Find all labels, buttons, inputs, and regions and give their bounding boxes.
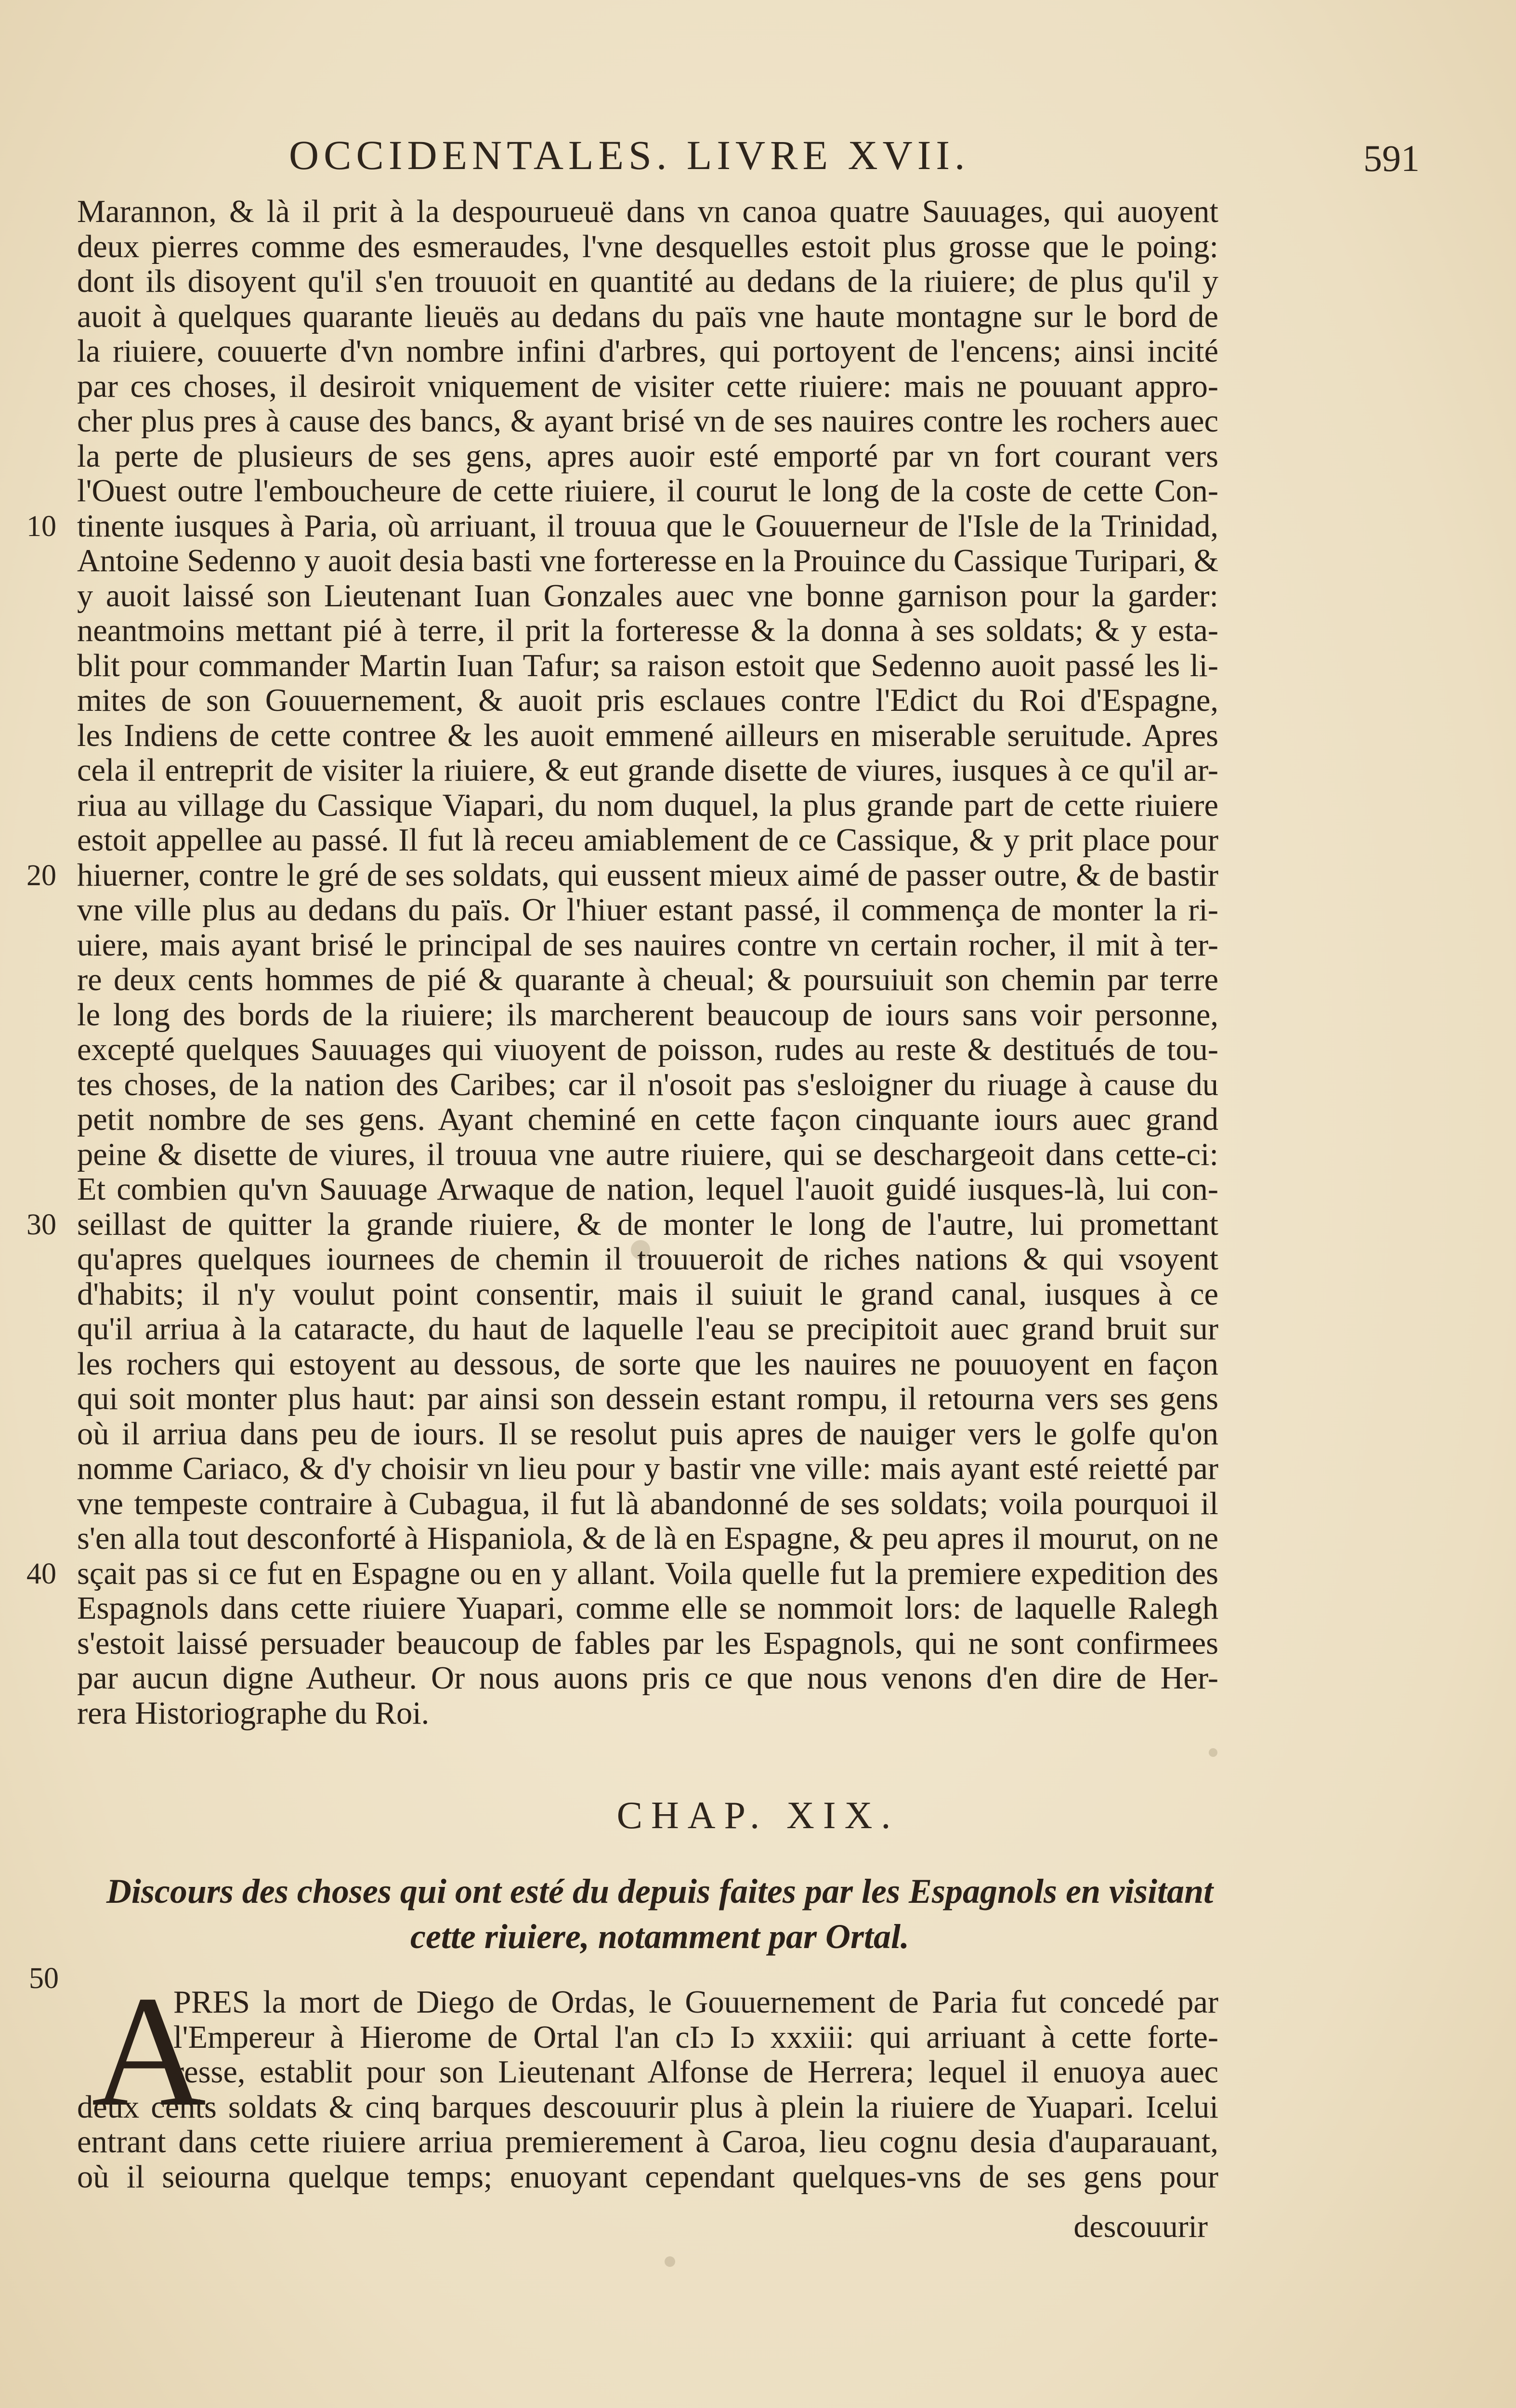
text-line-content: tes choses, de la nation des Caribes; car il n'osoit pas s'esloigner du riuage à cause du	[77, 1067, 1218, 1102]
text-line-content: re deux cents hommes de pié & quarante à cheual; & poursuiuit son chemin par terre	[77, 962, 1218, 997]
text-line-content: les Indiens de cette contree & les auoit emmené ailleurs en miserable seruitude. Apres	[77, 718, 1218, 753]
text-line	[77, 579, 1218, 614]
chapter-text-line	[77, 2160, 1218, 2195]
text-line-content: blit pour commander Martin Iuan Tafur; sa raison estoit que Sedenno auoit passé les li-	[77, 648, 1218, 683]
chapter-text-line-content: où il seiourna quelque temps; enuoyant cependant quelques-vns de ses gens pour	[77, 2159, 1218, 2195]
text-line	[77, 1591, 1218, 1626]
text-line-content: qui soit monter plus haut: par ainsi son dessein estant rompu, il retourna vers ses gens	[77, 1381, 1218, 1416]
text-line	[77, 1487, 1218, 1522]
text-line-content: y auoit laissé son Lieutenant Iuan Gonzales auec vne bonne garnison pour la garder:	[77, 578, 1218, 614]
main-text-block	[26, 194, 1218, 1731]
text-line-content: neantmoins mettant pié à terre, il prit la forteresse & la donna à ses soldats; & y esta-	[77, 613, 1218, 648]
text-line-content: riua au village du Cassique Viapari, du nom duquel, la plus grande part de cette riuiere	[77, 787, 1218, 823]
text-line	[77, 544, 1218, 579]
text-line-content: petit nombre de ses gens. Ayant cheminé en cette façon cinquante iours auec grand	[77, 1102, 1218, 1137]
text-line-content: seillast de quitter la grande riuiere, & de monter le long de l'autre, lui promettant	[77, 1206, 1218, 1242]
chapter-text-line	[77, 2090, 1218, 2125]
text-line	[26, 857, 1218, 893]
text-line	[77, 1452, 1218, 1487]
text-line-content: dont ils disoyent qu'il s'en trouuoit en quantité au dedans de la riuiere; de plus qu'il y	[77, 264, 1218, 299]
chapter-text-line-content: l'Empereur à Hierome de Ortal l'an cIɔ Iɔ xxxiii: qui arriuant à cette forte-	[173, 2019, 1218, 2055]
chapter-subtitle-line: cette riuiere, notamment par Ortal.	[410, 1917, 909, 1956]
chapter-text-block	[77, 1985, 1218, 2195]
text-line	[77, 369, 1218, 405]
text-line	[77, 230, 1218, 265]
drop-cap-letter: A	[91, 1963, 207, 2139]
margin-line-number: 40	[26, 1557, 56, 1590]
text-line-content: la riuiere, couuerte d'vn nombre infini d'arbres, qui portoyent de l'encens; ainsi incité	[77, 334, 1218, 369]
text-line-content: Espagnols dans cette riuiere Yuapari, comme elle se nommoit lors: de laquelle Ralegh	[77, 1591, 1218, 1626]
text-line-content: s'estoit laissé persuader beaucoup de fables par les Espagnols, qui ne sont confirmees	[77, 1625, 1218, 1661]
text-line	[77, 1138, 1218, 1173]
catchword: descouurir	[1073, 2209, 1208, 2244]
chapter-text-line	[77, 2020, 1218, 2055]
text-line-content: s'en alla tout desconforté à Hispaniola, & de là en Espagne, & peu apres il mourut, on ne	[77, 1521, 1218, 1556]
text-line	[77, 614, 1218, 649]
margin-line-number: 20	[26, 859, 56, 892]
chapter-text-line	[77, 2055, 1218, 2090]
text-line	[77, 1661, 1218, 1696]
text-line-content: Marannon, & là il prit à la despourueuë dans vn canoa quatre Sauuages, qui auoyent	[77, 194, 1218, 229]
text-line-content: sçait pas si ce fut en Espagne ou en y allant. Voila quelle fut la premiere expedition des	[77, 1556, 1218, 1591]
text-line	[77, 1626, 1218, 1662]
text-line-content: mites de son Gouuernement, & auoit pris esclaues contre l'Edict du Roi d'Espagne,	[77, 683, 1218, 718]
text-line	[77, 195, 1218, 230]
text-line	[77, 683, 1218, 719]
chapter-subtitle	[106, 1869, 1214, 1959]
text-line-content: uiere, mais ayant brisé le principal de ses nauires contre vn certain rocher, il mit à ter-	[77, 927, 1218, 963]
text-line	[77, 1417, 1218, 1452]
text-line-content: estoit appellee au passé. Il fut là receu amiablement de ce Cassique, & y prit place pour	[77, 823, 1218, 858]
text-line	[77, 893, 1218, 928]
chapter-subtitle-line: Discours des choses qui ont esté du depuis faites par les Espagnols en visitant	[106, 1872, 1214, 1911]
text-line	[77, 823, 1218, 858]
text-line-content: tinente iusques à Paria, où arriuant, il trouua que le Gouuerneur de l'Isle de la Trinidad,	[77, 508, 1218, 544]
text-line	[77, 1242, 1218, 1277]
text-line-content: excepté quelques Sauuages qui viuoyent de poisson, rudes au reste & destitués de tou-	[77, 1032, 1218, 1067]
text-line-content: hiuerner, contre le gré de ses soldats, qui eussent mieux aimé de passer outre, & de bastir	[77, 857, 1218, 893]
chapter-text-line	[77, 2125, 1218, 2160]
chapter-heading: CHAP. XIX.	[616, 1794, 900, 1837]
text-line	[77, 439, 1218, 474]
chapter-text-line-content: deux cents soldats & cinq barques descouurir plus à plein la riuiere de Yuapari. Icelui	[77, 2089, 1218, 2125]
text-line-content: nomme Cariaco, & d'y choisir vn lieu pour y bastir vne ville: mais ayant esté reietté par	[77, 1451, 1218, 1486]
running-title: OCCIDENTALES. LIVRE XVII.	[289, 132, 970, 178]
chapter-text-line-content: PRES la mort de Diego de Ordas, le Gouuernement de Paria fut concedé par	[173, 1985, 1218, 2020]
text-line-content: la perte de plusieurs de ses gens, apres auoir esté emporté par vn fort courant vers	[77, 438, 1218, 474]
text-line-content: par ces choses, il desiroit vniquement de visiter cette riuiere: mais ne pouuant appro-	[77, 368, 1218, 404]
chapter-text-line-content: resse, establit pour son Lieutenant Alfonse de Herrera; lequel il enuoya auec	[173, 2055, 1218, 2090]
text-line	[77, 928, 1218, 963]
text-line	[77, 300, 1218, 335]
text-line	[26, 1206, 1218, 1243]
text-line	[77, 753, 1218, 788]
text-line	[77, 1312, 1218, 1347]
running-header	[289, 131, 1420, 189]
text-line-content: le long des bords de la riuiere; ils marcherent beaucoup de iours sans voir personne,	[77, 997, 1218, 1033]
text-line-content: les rochers qui estoyent au dessous, de sorte que les nauires ne pouuoyent en façon	[77, 1346, 1218, 1382]
text-line-content: qu'apres quelques iournees de chemin il trouueroit de riches nations & qui vsoyent	[77, 1242, 1218, 1277]
text-line	[77, 1277, 1218, 1312]
text-line-content: par aucun digne Autheur. Or nous auons pris ce que nous venons d'en dire de Her-	[77, 1661, 1218, 1696]
text-line	[77, 998, 1218, 1033]
chapter-text-line-content: entrant dans cette riuiere arriua premierement à Caroa, lieu cognu desia d'auparauant,	[77, 2124, 1218, 2159]
text-line	[77, 719, 1218, 754]
text-line-content: deux pierres comme des esmeraudes, l'vne desquelles estoit plus grosse que le poing:	[77, 229, 1218, 264]
text-line-content: Et combien qu'vn Sauuage Arwaque de nation, lequel l'auoit guidé iusques-là, lui con-	[77, 1172, 1218, 1207]
text-line	[77, 334, 1218, 369]
text-line	[77, 963, 1218, 998]
text-line-content: peine & disette de viures, il trouua vne autre riuiere, qui se deschargeoit dans cette-ci:	[77, 1137, 1218, 1172]
text-line-content: vne ville plus au dedans du païs. Or l'hiuer estant passé, il commença de monter la ri-	[77, 892, 1218, 928]
text-line-content: Antoine Sedenno y auoit desia basti vne forteresse en la Prouince du Cassique Turipari, &	[77, 543, 1218, 578]
text-line	[77, 264, 1218, 300]
text-line	[77, 1068, 1218, 1103]
text-line	[77, 1172, 1218, 1207]
text-line	[77, 788, 1218, 824]
text-line	[26, 1556, 1218, 1592]
text-line	[77, 474, 1218, 509]
margin-line-number: 30	[26, 1208, 56, 1241]
text-line	[77, 1382, 1218, 1417]
text-line	[77, 1347, 1218, 1382]
text-line	[77, 1033, 1218, 1068]
text-line-content: qu'il arriua à la cataracte, du haut de laquelle l'eau se precipitoit auec grand bruit sur	[77, 1311, 1218, 1347]
page-stain	[1209, 1748, 1217, 1757]
text-line	[77, 404, 1218, 439]
text-line-content: où il arriua dans peu de iours. Il se resolut puis apres de nauiger vers le golfe qu'on	[77, 1416, 1218, 1452]
text-line-content: cher plus pres à cause des bancs, & ayant brisé vn de ses nauires contre les rochers auec	[77, 404, 1218, 439]
text-line-content: vne tempeste contraire à Cubagua, il fut là abandonné de ses soldats; voila pourquoi il	[77, 1486, 1218, 1521]
text-line-content: l'Ouest outre l'embouchеure de cette riuiere, il courut le long de la coste de cette Con-	[77, 473, 1218, 509]
text-line	[26, 508, 1218, 544]
text-line	[77, 1102, 1218, 1138]
page-stain	[665, 2256, 675, 2267]
text-line	[77, 1521, 1218, 1557]
margin-line-number: 50	[29, 1962, 59, 1995]
text-line-content: cela il entreprit de visiter la riuiere, & eut grande disette de viures, iusques à ce qu'il ar-	[77, 753, 1218, 788]
text-line-content: rera Historiographe du Roi.	[77, 1695, 430, 1731]
text-line	[77, 649, 1218, 684]
text-line-content: d'habits; il n'y voulut point consentir, mais il suiuit le grand canal, iusques à ce	[77, 1276, 1218, 1312]
page-number: 591	[1363, 137, 1420, 179]
margin-line-number: 10	[26, 510, 56, 543]
text-line-content: auoit à quelques quarante lieuës au dedans du païs vne haute montagne sur le bord de	[77, 299, 1218, 334]
chapter-text-line	[77, 1985, 1218, 2020]
text-line	[77, 1696, 1218, 1731]
